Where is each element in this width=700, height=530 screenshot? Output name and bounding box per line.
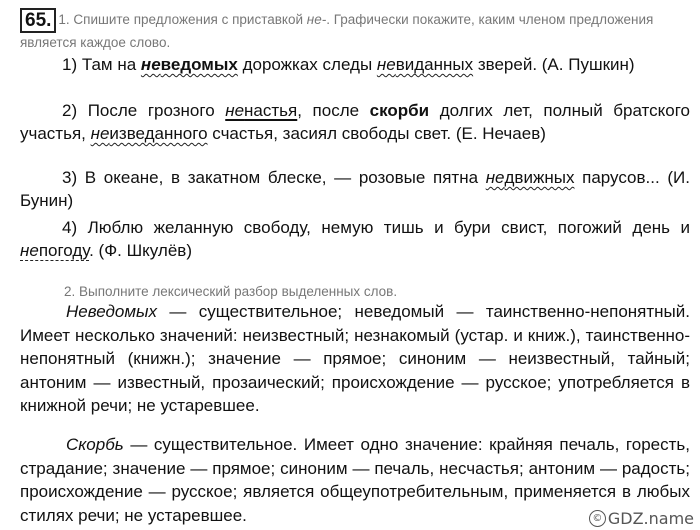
sentence-4: [20, 216, 690, 262]
sentence-text: зверей. (А. Пушкин): [473, 55, 635, 74]
sentence-text: В океане, в закатном блеске, — розовые пятна: [84, 168, 486, 187]
task1-instruction-a: 1. Спишите предложения с приставкой: [58, 12, 307, 27]
lexical-analysis-1: [20, 300, 690, 418]
sentence-number: 4): [62, 218, 78, 237]
sentence-text: После грозного: [87, 101, 226, 120]
task2-instruction: 2. Выполните лексический разбор выделенных слов.: [64, 284, 398, 299]
analysis-headword: Неведомых: [66, 302, 158, 321]
analysis-headword: Скорбь: [66, 435, 124, 454]
sentence-text: парусов... (И. Бунин): [20, 168, 690, 210]
underlined-word: недвижных: [485, 168, 575, 187]
sentence-text: Люблю желанную свободу, немую тишь и бури свист, погожий день и: [87, 218, 690, 237]
task1-instruction: [20, 8, 688, 52]
exercise-number: 65.: [20, 8, 56, 33]
copyright-icon: ©: [589, 510, 606, 527]
task1-instruction-b: . Графически покажите, каким членом предложения является каждое слово.: [20, 12, 654, 50]
sentence-text: Там на: [81, 55, 141, 74]
sentence-text: . (Ф. Шкулёв): [89, 241, 192, 260]
sentence-text: , после: [297, 101, 370, 120]
site-watermark: [589, 509, 694, 528]
analysis-text: — существительное. Имеет одно значение: крайняя печаль, горесть, страдание; значение — прямое; синоним — печаль, несчастья; антоним — радость; происхождение — русское; является общеупотребительным, применяется в любых стилях речи; не устаревшее.: [20, 435, 690, 525]
underlined-word: непогоду: [20, 241, 90, 260]
underlined-word: неведомых: [140, 55, 238, 74]
sentence-text: дорожках следы: [237, 55, 377, 74]
bold-word: скорби: [369, 101, 430, 120]
watermark-text: GDZ.name: [607, 509, 694, 528]
sentence-number: 3): [62, 168, 78, 187]
sentence-number: 1): [62, 55, 78, 74]
sentence-text: счастья, засиял свободы свет. (Е. Нечаев): [207, 124, 546, 143]
underlined-word: ненастья: [225, 101, 298, 120]
sentence-number: 2): [62, 101, 78, 120]
sentence-text: долгих лет, полный братского участья,: [20, 101, 690, 143]
sentence-2: [20, 99, 690, 145]
task1-instruction-prefix: не-: [306, 12, 327, 27]
underlined-word: невиданных: [376, 55, 474, 74]
underlined-word: неизведанного: [90, 124, 208, 143]
analysis-text: — существительное; неведомый — таинственно-непонятный. Имеет несколько значений: неизвестный; незнакомый (устар. и книж.), таинственно-непонятный (книжн.); значение — прямое; синоним — неизвестный, тайный; антоним — известный, прозаический; происхождение — русское; употребляется в книжной речи; не устаревшее.: [20, 302, 690, 415]
sentence-3: [20, 166, 690, 212]
sentence-1: [20, 53, 690, 76]
